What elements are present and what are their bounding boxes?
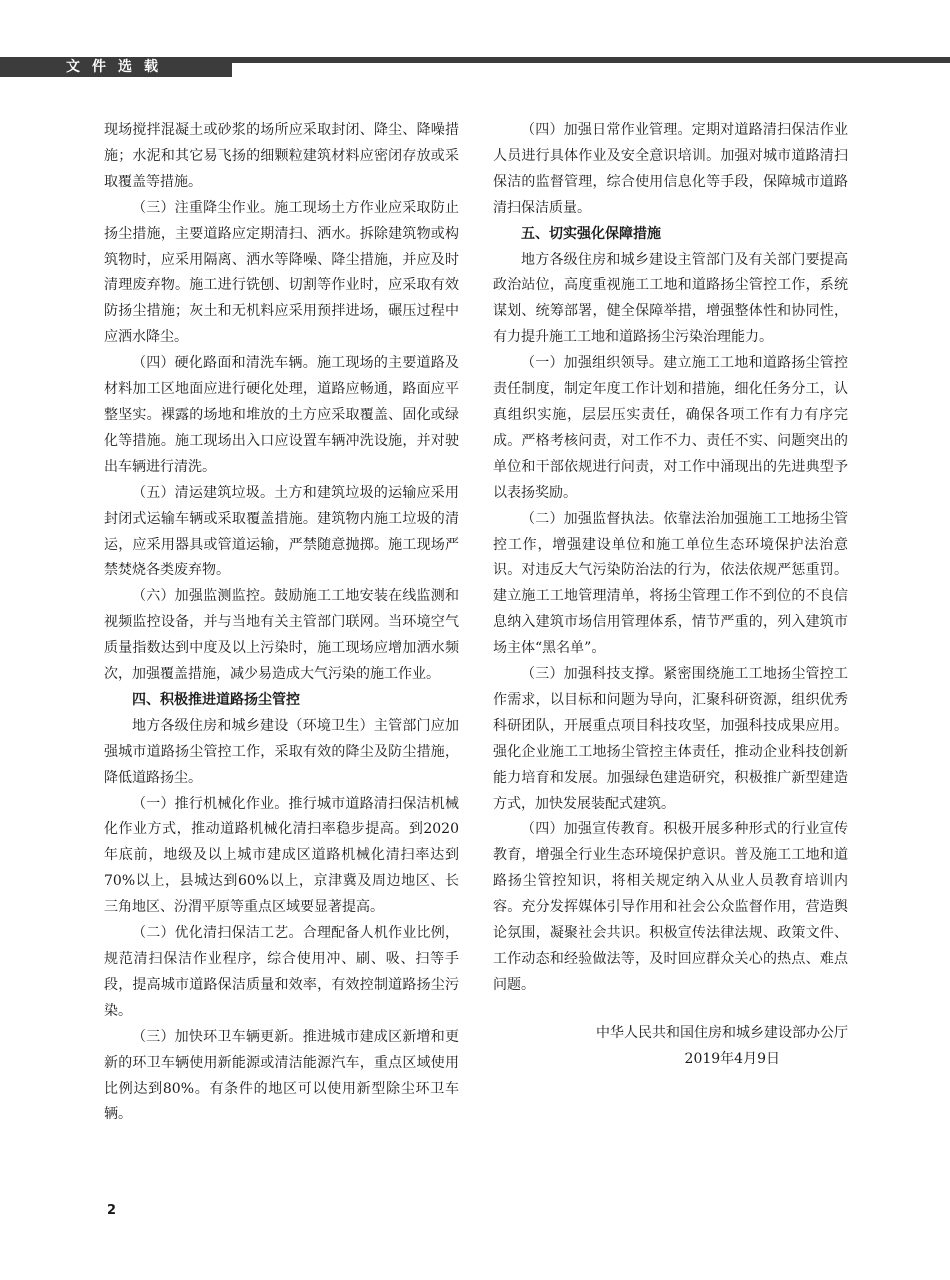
- paragraph: 现场搅拌混凝土或砂浆的场所应采取封闭、降尘、降噪措施；水泥和其它易飞扬的细颗粒建筑材料应密闭存放或采取覆盖等措施。: [104, 122, 459, 190]
- paragraph: （一）推行机械化作业。推行城市道路清扫保洁机械化作业方式，推动道路机械化清扫率稳步提高。到2020年底前，地级及以上城市建成区道路机械化清扫率达到70%以上，县城达到60%以上，京津冀及周边地区、长三角地区、汾渭平原等重点区域要显著提高。: [104, 795, 459, 916]
- paragraph: （六）加强监测监控。鼓励施工工地安装在线监测和视频监控设备，并与当地有关主管部门联网。当环境空气质量指数达到中度及以上污染时，施工现场应增加洒水频次，加强覆盖措施，减少易造成大气污染的施工作业。: [104, 588, 459, 683]
- section-title: 文件选载: [66, 59, 170, 75]
- section-header-bar: [0, 57, 950, 77]
- paragraph: （一）加强组织领导。建立施工工地和道路扬尘管控责任制度，制定年度工作计划和措施，细化任务分工，认真组织实施，层层压实责任，确保各项工作有力有序完成。严格考核问责，对工作不力、责任不实、问题突出的单位和干部依规进行问责，对工作中涌现出的先进典型予以表扬奖励。: [493, 355, 848, 501]
- paragraph: （五）清运建筑垃圾。土方和建筑垃圾的运输应采用封闭式运输车辆或采取覆盖措施。建筑物内施工垃圾的清运，应采用器具或管道运输，严禁随意抛掷。施工现场严禁焚烧各类废弃物。: [104, 484, 459, 579]
- paragraph: （二）加强监督执法。依靠法治加强施工工地扬尘管控工作，增强建设单位和施工单位生态环境保护法治意识。对违反大气污染防治法的行为，依法依规严惩重罚。建立施工工地管理清单，将扬尘管理工作不到位的不良信息纳入建筑市场信用管理体系，情节严重的，列入建筑市场主体“黑名单”。: [493, 510, 848, 657]
- page-number: 2: [107, 1203, 117, 1218]
- document-signoff: [493, 1021, 848, 1073]
- paragraph: （四）加强宣传教育。积极开展多种形式的行业宣传教育，增强全行业生态环境保护意识。普及施工工地和道路扬尘管控知识，将相关规定纳入从业人员教育培训内容。充分发挥媒体引导作用和社会公众监督作用，营造舆论氛围，凝聚社会共识。积极宣传法律法规、政策文件、工作动态和经验做法等，及时回应群众关心的热点、难点问题。: [493, 821, 848, 993]
- paragraph: （四）加强日常作业管理。定期对道路清扫保洁作业人员进行具体作业及安全意识培训。加强对城市道路清扫保洁的监督管理，综合使用信息化等手段，保障城市道路清扫保洁质量。: [493, 122, 848, 216]
- section-heading: 四、积极推进道路扬尘管控: [132, 691, 300, 708]
- paragraph: （二）优化清扫保洁工艺。合理配备人机作业比例，规范清扫保洁作业程序，综合使用冲、刷、吸、扫等手段，提高城市道路保洁质量和效率，有效控制道路扬尘污染。: [104, 925, 459, 1019]
- section-heading: 五、切实强化保障措施: [521, 225, 661, 242]
- section-header-rule: [232, 57, 950, 63]
- right-column: [493, 118, 848, 1073]
- paragraph: （三）加强科技支撑。紧密围绕施工工地扬尘管控工作需求，以目标和问题为导向，汇聚科研资源，组织优秀科研团队，开展重点项目科技攻坚，加强科技成果应用。强化企业施工工地扬尘管控主体责任，推动企业科技创新能力培育和发展。加强绿色建造研究，积极推广新型建造方式，加快发展装配式建筑。: [493, 666, 848, 812]
- paragraph: （三）注重降尘作业。施工现场土方作业应采取防止扬尘措施，主要道路应定期清扫、洒水。拆除建筑物或构筑物时，应采用隔离、洒水等降噪、降尘措施，并应及时清理废弃物。施工进行铣刨、切割等作业时，应采取有效防扬尘措施；灰土和无机料应采用预拌进场，碾压过程中应洒水降尘。: [104, 199, 459, 346]
- paragraph: 地方各级住房和城乡建设主管部门及有关部门要提高政治站位，高度重视施工工地和道路扬尘管控工作，系统谋划、统筹部署，健全保障举措，增强整体性和协同性，有力提升施工工地和道路扬尘污染治理能力。: [493, 251, 848, 346]
- left-column: [104, 118, 459, 1128]
- paragraph: （四）硬化路面和清洗车辆。施工现场的主要道路及材料加工区地面应进行硬化处理，道路应畅通，路面应平整坚实。裸露的场地和堆放的土方应采取覆盖、固化或绿化等措施。施工现场出入口应设置车辆冲洗设施，并对驶出车辆进行清洗。: [104, 355, 459, 475]
- paragraph: 地方各级住房和城乡建设（环境卫生）主管部门应加强城市道路扬尘管控工作，采取有效的降尘及防尘措施，降低道路扬尘。: [104, 717, 459, 786]
- paragraph: （三）加快环卫车辆更新。推进城市建成区新增和更新的环卫车辆使用新能源或清洁能源汽车，重点区域使用比例达到80%。有条件的地区可以使用新型除尘环卫车辆。: [104, 1028, 459, 1123]
- issue-date: 2019年4月9日: [684, 1050, 780, 1067]
- issuing-organization: 中华人民共和国住房和城乡建设部办公厅: [596, 1024, 848, 1041]
